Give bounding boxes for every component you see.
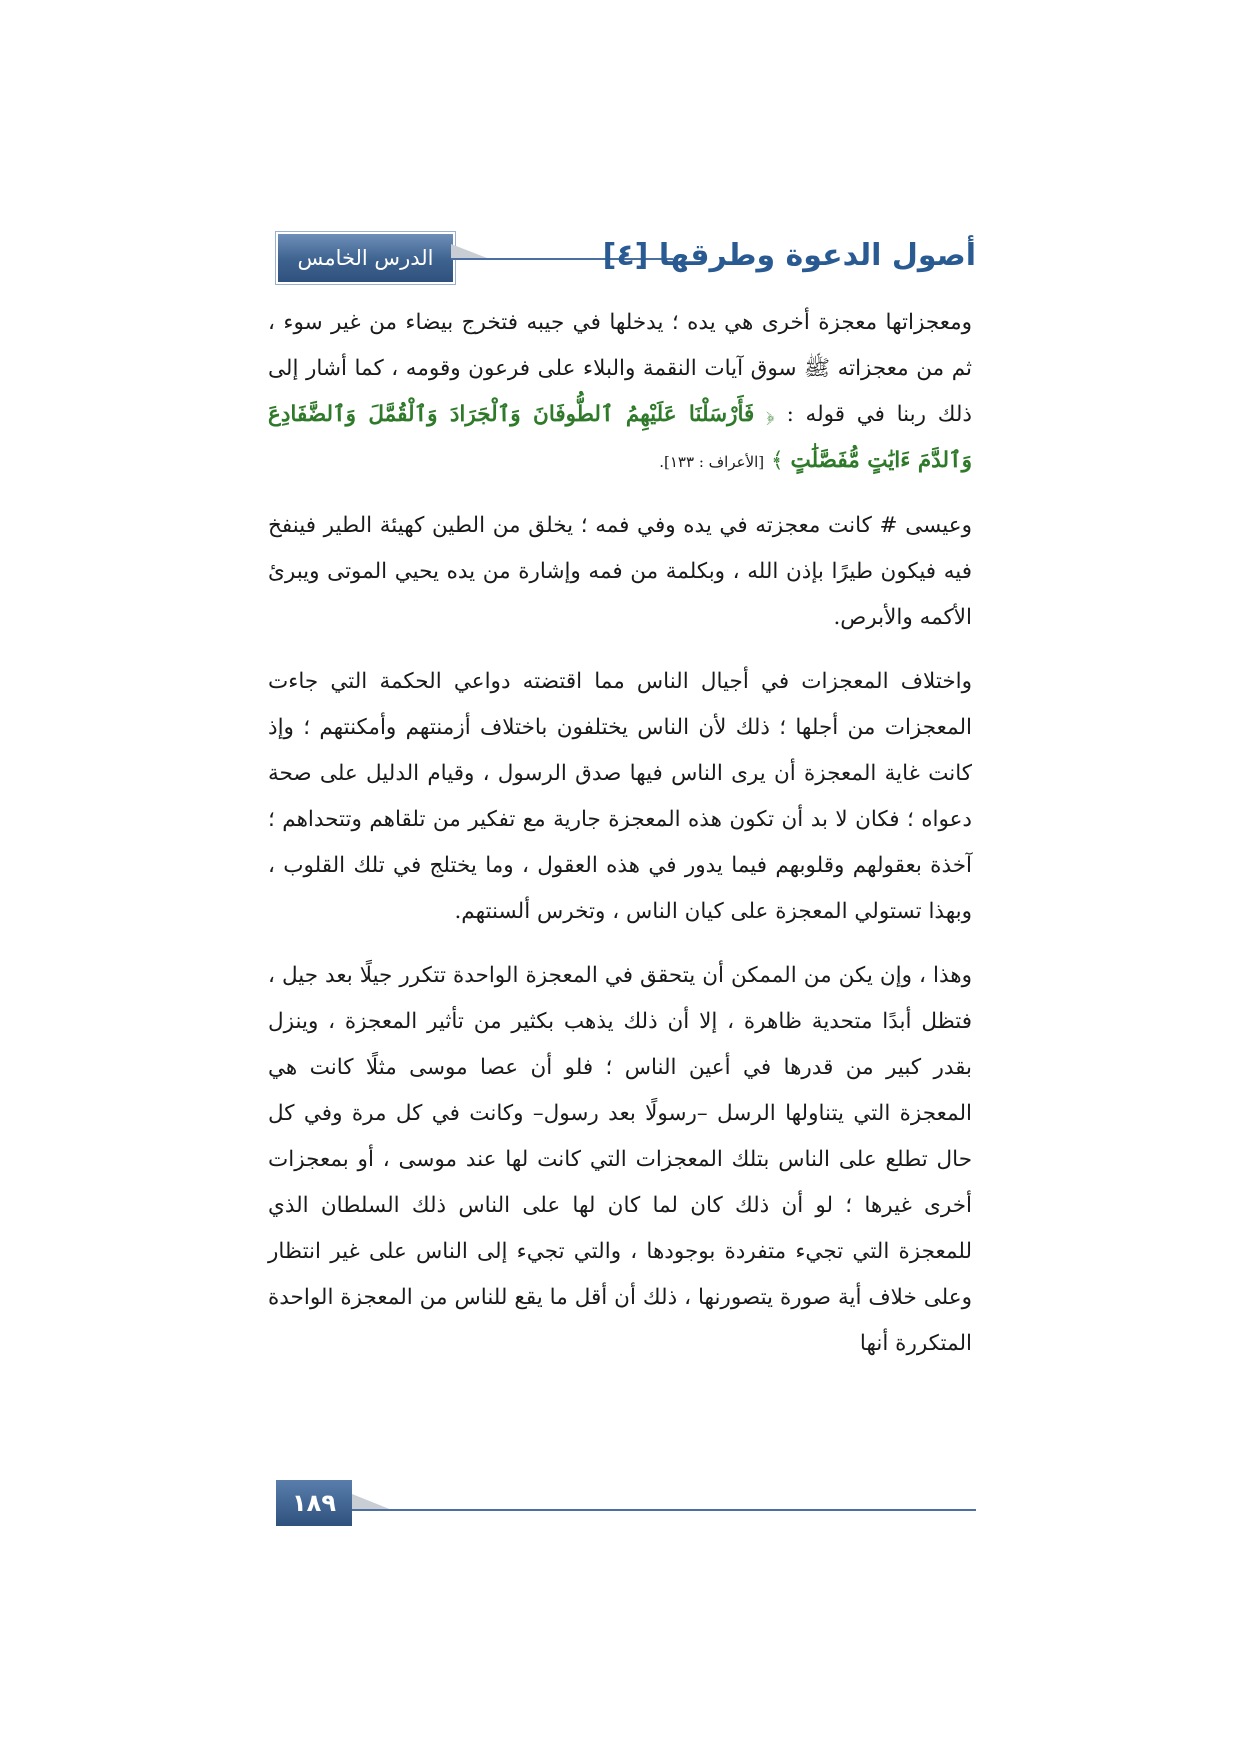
- paragraph-1: [268, 300, 972, 485]
- quran-bracket-close: ﴾: [771, 448, 784, 473]
- paragraph-2-text: كانت معجزته في يده وفي فمه ؛ يخلق من الطين كهيئة الطير فينفخ فيه فيكون طيرًا بإذن الله ، وبكلمة من فمه وإشارة من يده يحيي الموتى ويبرئ الأكمه والأبرص.: [268, 513, 972, 630]
- page-body: [268, 300, 972, 1385]
- page-number: ١٨٩: [276, 1480, 352, 1526]
- quran-verse: فَأَرْسَلْنَا عَلَيْهِمُ ٱلطُّوفَانَ وَٱلْجَرَادَ وَٱلْقُمَّلَ وَٱلضَّفَادِعَ وَٱلدَّمَ ءَايَٰتٍ مُّفَصَّلَٰتٍ: [268, 402, 972, 473]
- paragraph-4: وهذا ، وإن يكن من الممكن أن يتحقق في المعجزة الواحدة تتكرر جيلًا بعد جيل ، فتظل أبدًا متحدية ظاهرة ، إلا أن ذلك يذهب بكثير من تأثير المعجزة ، وينزل بقدر كبير من قدرها في أعين الناس ؛ فلو أن عصا موسى مثلًا كانت هي المعجزة التي يتناولها الرسل –رسولًا بعد رسول– وكانت في كل مرة وفي كل حال تطلع على الناس بتلك المعجزات التي كانت لها عند موسى ، أو بمعجزات أخرى غيرها ؛ لو أن ذلك كان لما كان لها على الناس ذلك السلطان الذي للمعجزة التي تجيء متفردة بوجودها ، والتي تجيء إلى الناس على غير انتظار وعلى خلاف أية صورة يتصورنها ، ذلك أن أقل ما يقع للناس من المعجزة الواحدة المتكررة أنها: [268, 963, 972, 1356]
- page-header: [276, 226, 976, 288]
- header-wedge-decoration: [451, 244, 487, 258]
- page-footer: [276, 1480, 976, 1530]
- footer-rule: [352, 1509, 976, 1511]
- paragraph-2-start: وعيسى: [905, 513, 973, 538]
- quran-bracket-open: ﴿: [766, 402, 775, 427]
- blessing-mark: #: [879, 513, 898, 538]
- lesson-label: الدرس الخامس: [276, 232, 455, 284]
- footer-wedge-decoration: [352, 1494, 392, 1510]
- verse-reference: [الأعراف : ١٣٣].: [659, 453, 765, 471]
- paragraph-2: [268, 503, 972, 641]
- book-title: أصول الدعوة وطرقها [٤]: [602, 238, 976, 273]
- paragraph-1-text: ومعجزاتها معجزة أخرى هي يده ؛ يدخلها في جيبه فتخرج بيضاء من غير سوء ، ثم من معجزاته ﷺ سوق آيات النقمة والبلاء على فرعون وقومه ، كما أشار إلى ذلك ربنا في قوله :: [268, 310, 972, 427]
- paragraph-3: واختلاف المعجزات في أجيال الناس مما اقتضته دواعي الحكمة التي جاءت المعجزات من أجلها ؛ ذلك لأن الناس يختلفون باختلاف أزمنتهم وأمكنتهم ؛ وإذ كانت غاية المعجزة أن يرى الناس فيها صدق الرسول ، وقيام الدليل على صحة دعواه ؛ فكان لا بد أن تكون هذه المعجزة جارية مع تفكير من تلقاهم وتتحداهم ؛ آخذة بعقولهم وقلوبهم فيما يدور في هذه العقول ، وما يختلج في تلك القلوب ، وبهذا تستولي المعجزة على كيان الناس ، وتخرس ألسنتهم.: [268, 669, 972, 924]
